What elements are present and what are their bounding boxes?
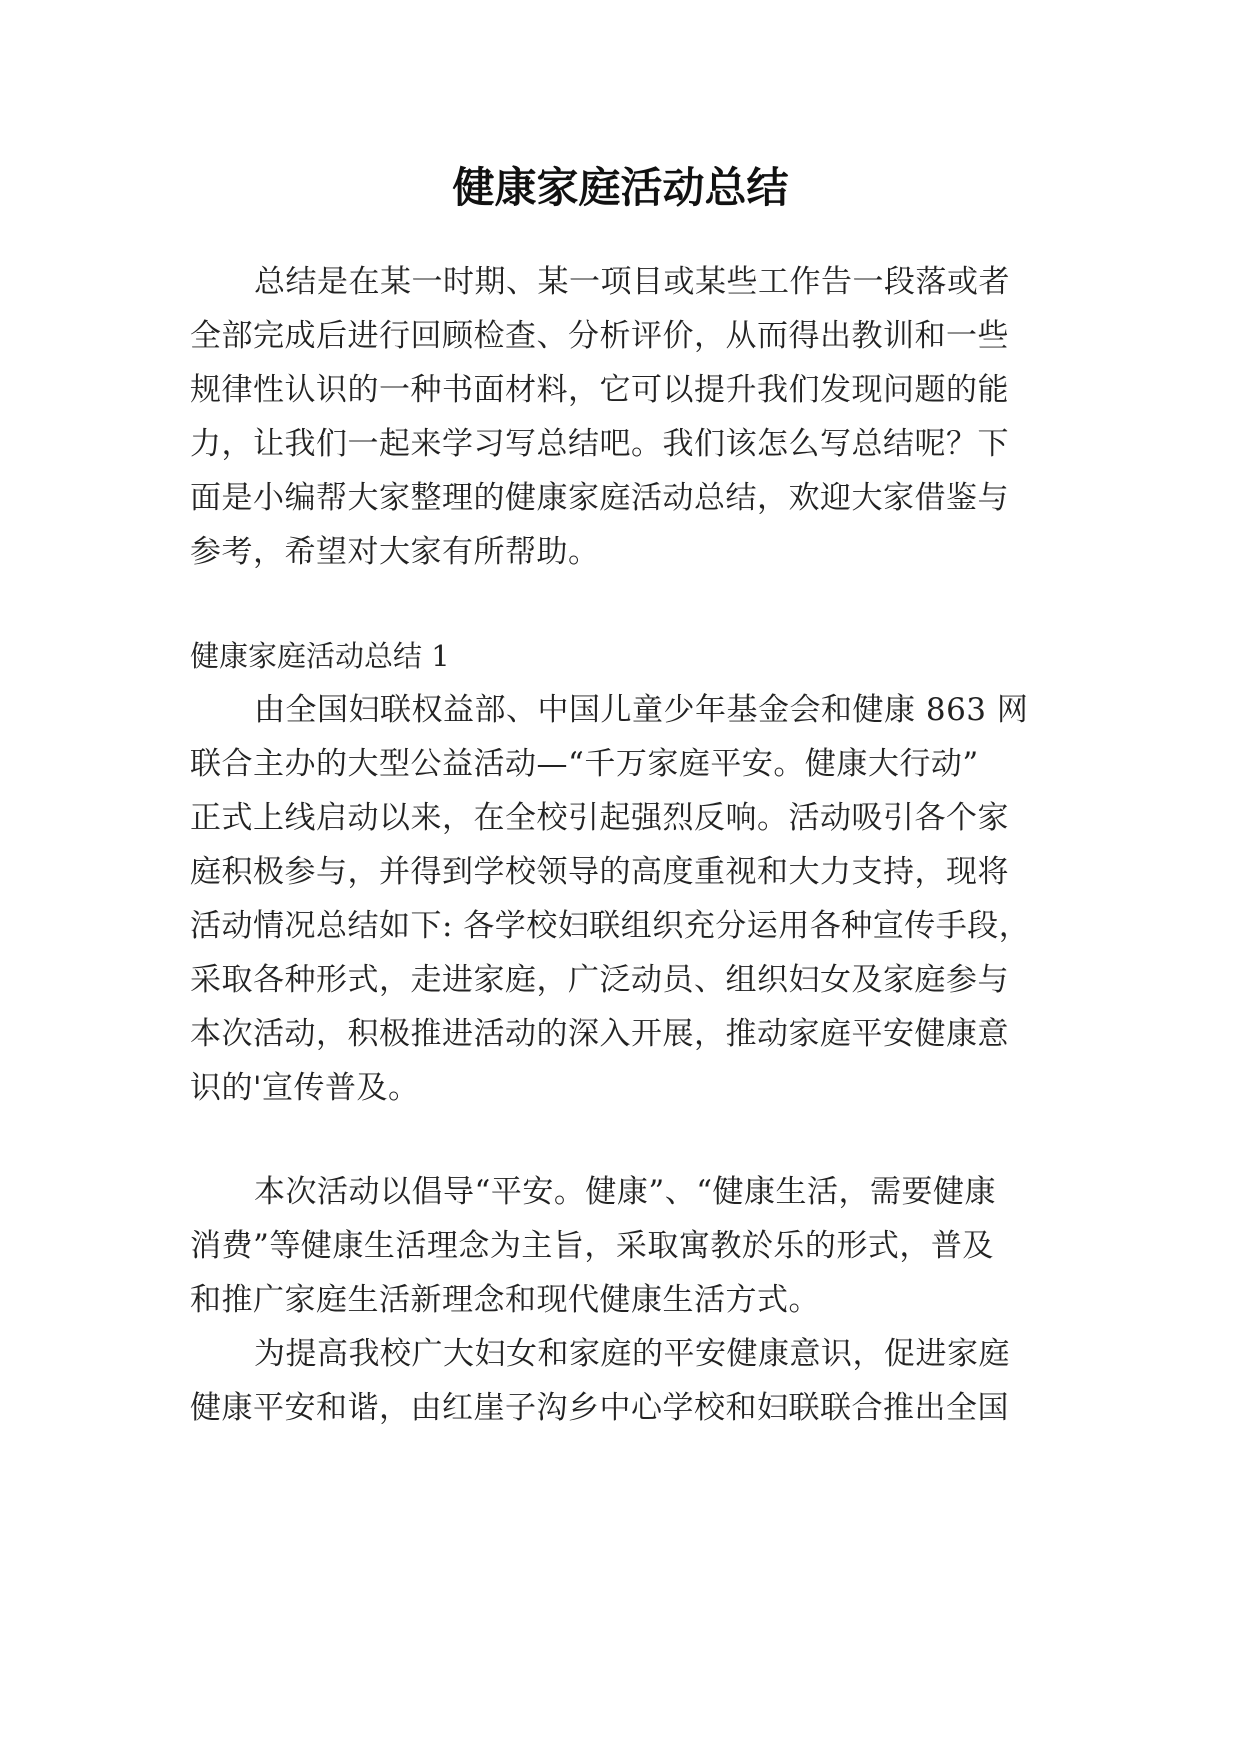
paragraph-line: 为提高我校广大妇女和家庭的平安健康意识，促进家庭 bbox=[254, 1336, 1010, 1372]
intro-line: 参考，希望对大家有所帮助。 bbox=[190, 534, 600, 570]
paragraph-line: 活动情况总结如下: 各学校妇联组织充分运用各种宣传手段， bbox=[190, 908, 1031, 944]
paragraph-line: 由全国妇联权益部、中国儿童少年基金会和健康 863 网 bbox=[254, 692, 1029, 728]
paragraph-line: 正式上线启动以来，在全校引起强烈反响。活动吸引各个家 bbox=[190, 800, 1009, 836]
intro-line: 面是小编帮大家整理的健康家庭活动总结，欢迎大家借鉴与 bbox=[190, 480, 1009, 516]
paragraph-line: 消费”等健康生活理念为主旨，采取寓教於乐的形式，普及 bbox=[190, 1228, 994, 1264]
paragraph-line: 本次活动，积极推进活动的深入开展，推动家庭平安健康意 bbox=[190, 1016, 1009, 1052]
paragraph-line: 本次活动以倡导“平安。健康”、“健康生活，需要健康 bbox=[254, 1174, 997, 1210]
paragraph-line: 识的'宣传普及。 bbox=[190, 1070, 420, 1106]
paragraph-line: 庭积极参与，并得到学校领导的高度重视和大力支持，现将 bbox=[190, 854, 1009, 890]
intro-line: 全部完成后进行回顾检查、分析评价，从而得出教训和一些 bbox=[190, 318, 1009, 354]
paragraph-line: 健康平安和谐，由红崖子沟乡中心学校和妇联联合推出全国 bbox=[190, 1390, 1009, 1426]
intro-line: 总结是在某一时期、某一项目或某些工作告一段落或者 bbox=[254, 264, 1010, 300]
paragraph-line: 和推广家庭生活新理念和现代健康生活方式。 bbox=[190, 1282, 820, 1318]
section-heading: 健康家庭活动总结 1 bbox=[190, 639, 450, 673]
paragraph-line: 联合主办的大型公益活动—“千万家庭平安。健康大行动” bbox=[190, 746, 979, 782]
document-title: 健康家庭活动总结 bbox=[452, 163, 789, 212]
intro-line: 规律性认识的一种书面材料，它可以提升我们发现问题的能 bbox=[190, 372, 1009, 408]
intro-line: 力，让我们一起来学习写总结吧。我们该怎么写总结呢？下 bbox=[190, 426, 1009, 462]
paragraph-line: 采取各种形式，走进家庭，广泛动员、组织妇女及家庭参与 bbox=[190, 962, 1009, 998]
